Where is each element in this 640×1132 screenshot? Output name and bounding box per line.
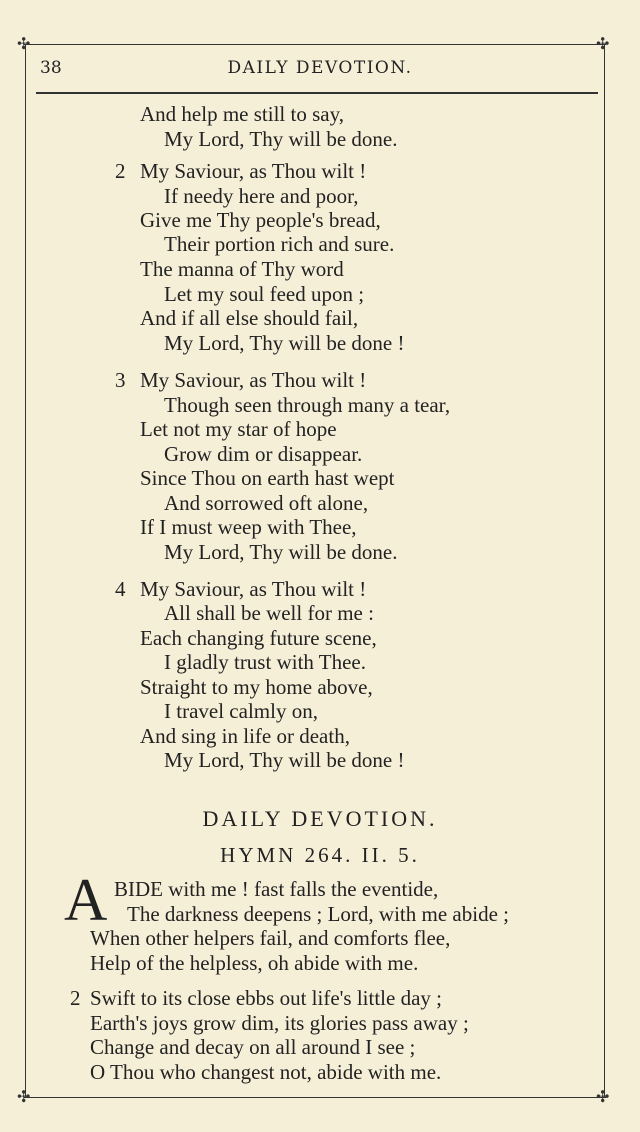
poem-line: My Lord, Thy will be done ! <box>164 748 405 772</box>
verse-number: 3 <box>115 368 126 392</box>
poem-line: I travel calmly on, <box>164 699 318 723</box>
poem-line: When other helpers fail, and comforts flee, <box>90 926 451 950</box>
frame-right-rule <box>604 44 605 1098</box>
drop-cap: A <box>64 867 108 933</box>
corner-ornament-icon: ✣ <box>17 1087 31 1106</box>
poem-line: Though seen through many a tear, <box>164 393 451 417</box>
poem-line: BIDE with me ! fast falls the eventide, <box>114 877 439 901</box>
corner-ornament-icon: ✣ <box>17 34 31 53</box>
verse-number: 2 <box>70 986 81 1010</box>
poem-line: Give me Thy people's bread, <box>140 208 381 232</box>
header-rule <box>36 92 598 94</box>
poem-line: Help of the helpless, oh abide with me. <box>90 951 419 975</box>
poem-line: The darkness deepens ; Lord, with me abide ; <box>127 902 509 926</box>
poem-line: My Saviour, as Thou wilt ! <box>140 368 367 392</box>
corner-ornament-icon: ✣ <box>596 34 610 53</box>
section-title: DAILY DEVOTION. <box>202 806 438 831</box>
poem-line: Change and decay on all around I see ; <box>90 1035 416 1059</box>
poem-line: O Thou who changest not, abide with me. <box>90 1060 442 1084</box>
poem-line: Earth's joys grow dim, its glories pass away ; <box>90 1011 469 1035</box>
poem-line: My Saviour, as Thou wilt ! <box>140 577 367 601</box>
poem-line: All shall be well for me : <box>164 601 374 625</box>
frame-bottom-rule <box>24 1097 606 1098</box>
poem-line: And if all else should fail, <box>140 306 359 330</box>
hymn-label: HYMN 264. II. 5. <box>220 843 420 867</box>
page-header <box>40 58 600 88</box>
poem-line: Grow dim or disappear. <box>164 442 363 466</box>
poem-line: Their portion rich and sure. <box>164 232 395 256</box>
poem-line: Each changing future scene, <box>140 626 377 650</box>
poem-line: If I must weep with Thee, <box>140 515 357 539</box>
poem-line: And sorrowed oft alone, <box>164 491 369 515</box>
poem-line: Let not my star of hope <box>140 417 337 441</box>
poem-line: Swift to its close ebbs out life's little day ; <box>90 986 442 1010</box>
poem-line: Straight to my home above, <box>140 675 373 699</box>
poem-line: If needy here and poor, <box>164 184 359 208</box>
verse-number: 2 <box>115 159 126 183</box>
poem-line: My Lord, Thy will be done ! <box>164 331 405 355</box>
poem-line: And sing in life or death, <box>140 724 350 748</box>
page-number: 38 <box>40 58 62 78</box>
frame-left-rule <box>25 44 26 1098</box>
poem-line: Let my soul feed upon ; <box>164 282 365 306</box>
frame-top-rule <box>24 44 606 45</box>
verse-number: 4 <box>115 577 126 601</box>
poem-line: My Lord, Thy will be done. <box>164 540 398 564</box>
poem-line: Since Thou on earth hast wept <box>140 466 395 490</box>
poem-line: My Lord, Thy will be done. <box>164 127 398 151</box>
running-head: DAILY DEVOTION. <box>227 58 413 78</box>
poem-line: I gladly trust with Thee. <box>164 650 366 674</box>
corner-ornament-icon: ✣ <box>596 1087 610 1106</box>
poem-line: My Saviour, as Thou wilt ! <box>140 159 367 183</box>
poem-line: And help me still to say, <box>140 102 344 126</box>
poem-line: The manna of Thy word <box>140 257 344 281</box>
